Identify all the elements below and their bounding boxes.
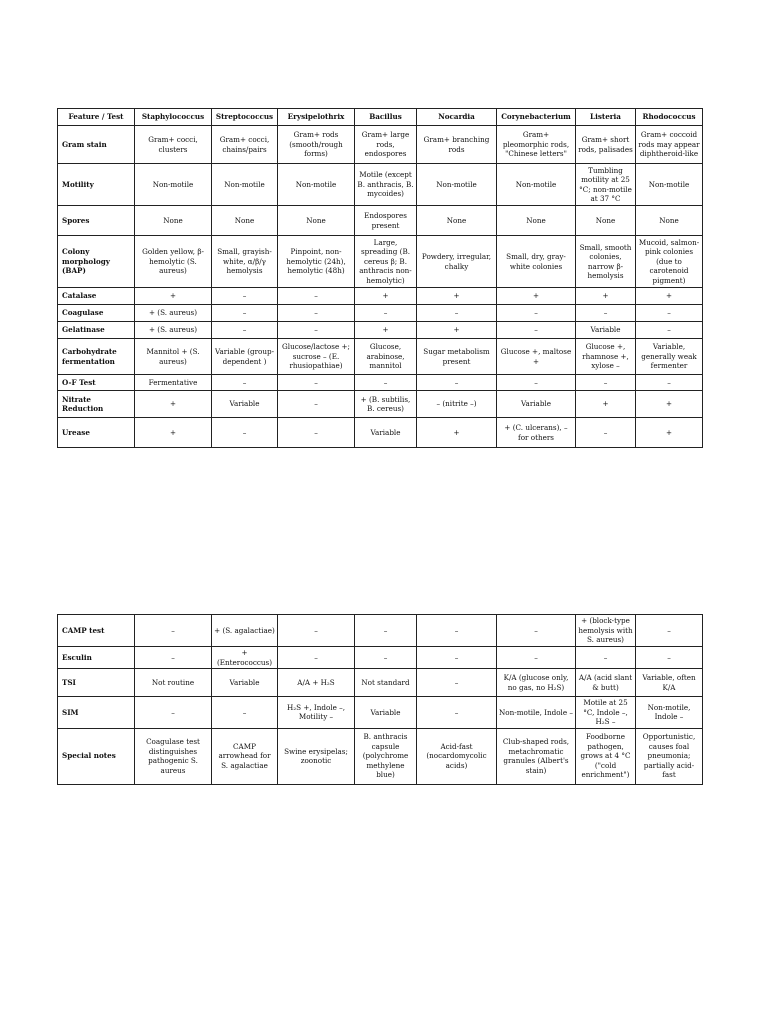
table-cell: – xyxy=(212,322,278,339)
table-cell: – xyxy=(636,322,703,339)
table-cell: – xyxy=(636,615,703,647)
table-cell: Non-motile xyxy=(135,164,212,206)
table-cell: Non-motile xyxy=(212,164,278,206)
table-cell: Glucose, arabinose, mannitol xyxy=(355,339,417,375)
table-cell: – xyxy=(135,647,212,669)
row-label: Catalase xyxy=(58,288,135,305)
row-label: Carbohydrate fermentation xyxy=(58,339,135,375)
table-cell: Variable xyxy=(355,418,417,448)
table-row xyxy=(58,305,703,322)
table-cell: + xyxy=(135,418,212,448)
table-cell: Gram+ coccoid rods may appear diphtheroid-like xyxy=(636,126,703,164)
table-cell: – xyxy=(212,288,278,305)
table-cell: Opportunistic, causes foal pneumonia; partially acid-fast xyxy=(636,728,703,784)
table-row xyxy=(58,164,703,206)
table-cell: – xyxy=(417,669,497,697)
table-row xyxy=(58,236,703,288)
table-cell: – xyxy=(355,305,417,322)
row-label: Gelatinase xyxy=(58,322,135,339)
header-rhodococcus: Rhodococcus xyxy=(636,109,703,126)
table-cell: Non-motile xyxy=(417,164,497,206)
table-cell: Motile at 25 °C, Indole –, H₂S – xyxy=(576,697,636,729)
table-cell: Glucose/lactose +; sucrose – (E. rhusiopathiae) xyxy=(278,339,355,375)
table-cell: – xyxy=(497,647,576,669)
table-cell: Variable, generally weak fermenter xyxy=(636,339,703,375)
table-row xyxy=(58,339,703,375)
table-cell: None xyxy=(417,206,497,236)
row-label: Spores xyxy=(58,206,135,236)
table-cell: – xyxy=(278,288,355,305)
table-cell: – xyxy=(278,305,355,322)
table-cell: + xyxy=(636,418,703,448)
table-cell: Variable xyxy=(576,322,636,339)
header-feature: Feature / Test xyxy=(58,109,135,126)
table-cell: – xyxy=(212,305,278,322)
table-cell: – xyxy=(576,647,636,669)
table-cell: None xyxy=(636,206,703,236)
table-cell: – xyxy=(278,375,355,391)
table-cell: Gram+ rods (smooth/rough forms) xyxy=(278,126,355,164)
table-cell: – xyxy=(636,647,703,669)
table-cell: – xyxy=(576,305,636,322)
table-cell: Sugar metabolism present xyxy=(417,339,497,375)
table-cell: + xyxy=(135,391,212,418)
table-cell: + xyxy=(636,391,703,418)
table-cell: – xyxy=(135,697,212,729)
table-cell: Gram+ short rods, palisades xyxy=(576,126,636,164)
table-cell: – xyxy=(355,647,417,669)
table-cell: – xyxy=(278,615,355,647)
table-cell: – xyxy=(636,305,703,322)
table-cell: + xyxy=(576,288,636,305)
table-row xyxy=(58,288,703,305)
table-cell: CAMP arrowhead for S. agalactiae xyxy=(212,728,278,784)
table-cell: – xyxy=(135,615,212,647)
table-row xyxy=(58,375,703,391)
header-listeria: Listeria xyxy=(576,109,636,126)
table-cell: Variable xyxy=(212,669,278,697)
table-cell: Glucose +, maltose + xyxy=(497,339,576,375)
table-cell: None xyxy=(497,206,576,236)
table-cell: – xyxy=(576,375,636,391)
table-cell: Coagulase test distinguishes pathogenic S. aureus xyxy=(135,728,212,784)
table-cell: Small, smooth colonies, narrow β-hemolysis xyxy=(576,236,636,288)
header-row xyxy=(58,109,703,126)
table-row xyxy=(58,669,703,697)
row-label: SIM xyxy=(58,697,135,729)
table-row xyxy=(58,728,703,784)
header-nocardia: Nocardia xyxy=(417,109,497,126)
row-label: Gram stain xyxy=(58,126,135,164)
row-label: CAMP test xyxy=(58,615,135,647)
table-row xyxy=(58,322,703,339)
table-cell: + (block-type hemolysis with S. aureus) xyxy=(576,615,636,647)
table-cell: Non-motile, Indole – xyxy=(497,697,576,729)
table-cell: Not routine xyxy=(135,669,212,697)
table-cell: + xyxy=(355,322,417,339)
row-label: Coagulase xyxy=(58,305,135,322)
table-cell: Golden yellow, β-hemolytic (S. aureus) xyxy=(135,236,212,288)
table-cell: – xyxy=(417,697,497,729)
table-cell: None xyxy=(278,206,355,236)
table-cell: + (S. aureus) xyxy=(135,322,212,339)
table-row xyxy=(58,615,703,647)
table-cell: Variable xyxy=(212,391,278,418)
table-cell: – (nitrite –) xyxy=(417,391,497,418)
table-cell: Gram+ cocci, chains/pairs xyxy=(212,126,278,164)
table-cell: – xyxy=(497,615,576,647)
table-cell: Not standard xyxy=(355,669,417,697)
table-cell: – xyxy=(497,375,576,391)
table-row xyxy=(58,206,703,236)
table-cell: Small, dry, gray-white colonies xyxy=(497,236,576,288)
table-cell: Club-shaped rods, metachromatic granules (Albert's stain) xyxy=(497,728,576,784)
row-label: Special notes xyxy=(58,728,135,784)
table-cell: Tumbling motility at 25 °C; non-motile at 37 °C xyxy=(576,164,636,206)
table-cell: Non-motile xyxy=(636,164,703,206)
header-corynebacterium: Corynebacterium xyxy=(497,109,576,126)
table-cell: + xyxy=(417,288,497,305)
table-cell: H₂S +, Indole –, Motility – xyxy=(278,697,355,729)
table-cell: – xyxy=(497,322,576,339)
table-cell: + xyxy=(417,418,497,448)
table-cell: Foodborne pathogen, grows at 4 °C ("cold enrichment") xyxy=(576,728,636,784)
table-cell: – xyxy=(212,697,278,729)
table-cell: Pinpoint, non-hemolytic (24h), hemolytic (48h) xyxy=(278,236,355,288)
table-cell: – xyxy=(576,418,636,448)
row-label: Esculin xyxy=(58,647,135,669)
table-cell: Swine erysipelas; zoonotic xyxy=(278,728,355,784)
header-staphylococcus: Staphylococcus xyxy=(135,109,212,126)
table-cell: Gram+ large rods, endospores xyxy=(355,126,417,164)
table-cell: – xyxy=(417,615,497,647)
table-cell: – xyxy=(278,391,355,418)
table-cell: Variable (group-dependent ) xyxy=(212,339,278,375)
row-label: Urease xyxy=(58,418,135,448)
table-cell: Gram+ cocci, clusters xyxy=(135,126,212,164)
table-cell: + xyxy=(497,288,576,305)
table-cell: None xyxy=(212,206,278,236)
table-cell: Acid-fast (nocardomycolic acids) xyxy=(417,728,497,784)
table-cell: – xyxy=(417,647,497,669)
table-cell: Powdery, irregular, chalky xyxy=(417,236,497,288)
table-cell: – xyxy=(278,647,355,669)
table-cell: – xyxy=(355,375,417,391)
table-cell: – xyxy=(417,305,497,322)
table-cell: Endospores present xyxy=(355,206,417,236)
row-label: Colony morphology (BAP) xyxy=(58,236,135,288)
table-cell: Mucoid, salmon-pink colonies (due to carotenoid pigment) xyxy=(636,236,703,288)
table-cell: + (Enterococcus) xyxy=(212,647,278,669)
row-label: TSI xyxy=(58,669,135,697)
table-cell: Mannitol + (S. aureus) xyxy=(135,339,212,375)
table-cell: None xyxy=(135,206,212,236)
table-cell: Non-motile, Indole – xyxy=(636,697,703,729)
table-cell: – xyxy=(212,418,278,448)
table-cell: – xyxy=(355,615,417,647)
table-cell: + (C. ulcerans), – for others xyxy=(497,418,576,448)
table-cell: + (S. aureus) xyxy=(135,305,212,322)
comparison-table-top xyxy=(57,108,703,448)
row-label: O-F Test xyxy=(58,375,135,391)
table-cell: None xyxy=(576,206,636,236)
table-cell: Glucose +, rhamnose +, xylose – xyxy=(576,339,636,375)
table-cell: + xyxy=(576,391,636,418)
table-cell: + (B. subtilis, B. cereus) xyxy=(355,391,417,418)
table-row xyxy=(58,697,703,729)
table-cell: Motile (except B. anthracis, B. mycoides) xyxy=(355,164,417,206)
table-cell: Variable xyxy=(355,697,417,729)
table-cell: Gram+ pleomorphic rods, "Chinese letters" xyxy=(497,126,576,164)
table-cell: + xyxy=(135,288,212,305)
table-cell: B. anthracis capsule (polychrome methylene blue) xyxy=(355,728,417,784)
table-cell: – xyxy=(212,375,278,391)
table-row xyxy=(58,391,703,418)
table-cell: Large, spreading (B. cereus β; B. anthracis non-hemolytic) xyxy=(355,236,417,288)
table-cell: – xyxy=(278,418,355,448)
table-row xyxy=(58,126,703,164)
table-cell: Non-motile xyxy=(278,164,355,206)
table-cell: K/A (glucose only, no gas, no H₂S) xyxy=(497,669,576,697)
header-bacillus: Bacillus xyxy=(355,109,417,126)
table-cell: A/A (acid slant & butt) xyxy=(576,669,636,697)
table-cell: Variable xyxy=(497,391,576,418)
table-cell: Small, grayish-white, α/β/γ hemolysis xyxy=(212,236,278,288)
row-label: Nitrate Reduction xyxy=(58,391,135,418)
table-cell: – xyxy=(417,375,497,391)
table-row xyxy=(58,418,703,448)
header-streptococcus: Streptococcus xyxy=(212,109,278,126)
table-cell: + xyxy=(417,322,497,339)
table-row xyxy=(58,647,703,669)
row-label: Motility xyxy=(58,164,135,206)
table-cell: Fermentative xyxy=(135,375,212,391)
table-cell: – xyxy=(278,322,355,339)
table-cell: Variable, often K/A xyxy=(636,669,703,697)
header-erysipelothrix: Erysipelothrix xyxy=(278,109,355,126)
table-cell: + xyxy=(636,288,703,305)
table-cell: A/A + H₂S xyxy=(278,669,355,697)
table-cell: Gram+ branching rods xyxy=(417,126,497,164)
comparison-table-bottom xyxy=(57,614,703,785)
table-cell: + xyxy=(355,288,417,305)
table-cell: – xyxy=(497,305,576,322)
table-cell: – xyxy=(636,375,703,391)
table-cell: Non-motile xyxy=(497,164,576,206)
table-cell: + (S. agalactiae) xyxy=(212,615,278,647)
